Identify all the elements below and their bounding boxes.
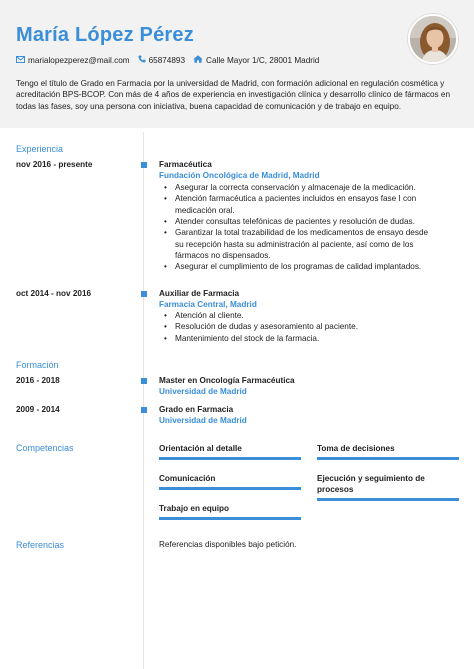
timeline-marker bbox=[141, 291, 147, 297]
address-text: Calle Mayor 1/C, 28001 Madrid bbox=[206, 55, 320, 65]
skill-item bbox=[159, 443, 301, 454]
timeline-marker bbox=[141, 378, 147, 384]
timeline-divider bbox=[143, 132, 144, 669]
experience-2-bullets bbox=[164, 310, 434, 344]
skill-label: Comunicación bbox=[159, 474, 216, 483]
phone-text: 65874893 bbox=[148, 55, 186, 65]
skill-label: Trabajo en equipo bbox=[159, 504, 230, 513]
section-experience-title: Experiencia bbox=[16, 144, 64, 154]
references-text: Referencias disponibles bajo petición. bbox=[159, 540, 297, 549]
skill-bar bbox=[317, 457, 459, 460]
envelope-icon bbox=[16, 56, 28, 67]
experience-1-bullets bbox=[164, 182, 434, 273]
experience-2-role: Auxiliar de Farmacia bbox=[159, 289, 240, 298]
skill-label: Orientación al detalle bbox=[159, 444, 242, 453]
contact-phone bbox=[138, 55, 185, 67]
education-1-dates: 2016 - 2018 bbox=[16, 376, 60, 385]
section-education-title: Formación bbox=[16, 360, 59, 370]
profile-photo bbox=[408, 14, 458, 64]
list-item: • Asegurar el cumplimiento de los programas de calidad implantados. bbox=[164, 261, 434, 272]
skill-bar bbox=[159, 457, 301, 460]
contact-address bbox=[193, 55, 319, 67]
experience-1-dates: nov 2016 - presente bbox=[16, 160, 93, 169]
email-text: marialopezperez@mail.com bbox=[28, 55, 130, 65]
contact-email bbox=[16, 56, 130, 67]
list-item: • Atención al cliente. bbox=[164, 310, 434, 321]
contact-bar bbox=[16, 55, 327, 67]
home-icon bbox=[193, 55, 206, 67]
education-2-org: Universidad de Madrid bbox=[159, 416, 247, 425]
list-item: • Mantenimiento del stock de la farmacia. bbox=[164, 333, 434, 344]
candidate-name: María López Pérez bbox=[16, 24, 194, 46]
cv-header bbox=[0, 0, 474, 128]
skill-bar bbox=[159, 517, 301, 520]
skill-item bbox=[317, 443, 459, 454]
education-1-title: Master en Oncología Farmacéutica bbox=[159, 376, 295, 385]
skill-label: Toma de decisiones bbox=[317, 444, 395, 453]
education-1-org: Universidad de Madrid bbox=[159, 387, 247, 396]
list-item: • Resolución de dudas y asesoramiento al paciente. bbox=[164, 321, 434, 332]
experience-1-role: Farmacéutica bbox=[159, 160, 212, 169]
skill-item bbox=[159, 503, 301, 514]
skill-bar bbox=[159, 487, 301, 490]
experience-2-org: Farmacia Central, Madrid bbox=[159, 300, 257, 309]
skill-label: Ejecución y seguimiento de procesos bbox=[317, 474, 425, 495]
phone-icon bbox=[138, 55, 149, 67]
skill-bar bbox=[317, 498, 459, 501]
list-item: • Atender consultas telefónicas de pacientes y resolución de dudas. bbox=[164, 216, 434, 227]
section-skills-title: Competencias bbox=[16, 443, 74, 453]
education-2-title: Grado en Farmacia bbox=[159, 405, 234, 414]
list-item: • Atención farmacéutica a pacientes incluidos en ensayos fase I con medicación oral. bbox=[164, 193, 434, 216]
timeline-marker bbox=[141, 407, 147, 413]
section-references-title: Referencias bbox=[16, 540, 65, 550]
skill-item bbox=[317, 473, 459, 495]
skill-item bbox=[159, 473, 301, 484]
experience-1-org: Fundación Oncológica de Madrid, Madrid bbox=[159, 171, 320, 180]
profile-summary: Tengo el título de Grado en Farmacia por la universidad de Madrid, con formación adicional en regulación cosmética y acreditación BPS-BCOP. Con más de 4 años de experiencia en investigación clínica y desarrollo clínico de fármacos en todas las fases, soy una persona con iniciativa, buena capacidad de comunicación y de trabajo en equipo. bbox=[16, 79, 451, 111]
list-item: • Garantizar la total trazabilidad de los medicamentos de ensayo desde su recepción hasta su administración al paciente, así como de los fármacos no dispensados. bbox=[164, 227, 434, 261]
education-2-dates: 2009 - 2014 bbox=[16, 405, 60, 414]
experience-2-dates: oct 2014 - nov 2016 bbox=[16, 289, 92, 298]
list-item: • Asegurar la correcta conservación y almacenaje de la medicación. bbox=[164, 182, 434, 193]
timeline-marker bbox=[141, 162, 147, 168]
